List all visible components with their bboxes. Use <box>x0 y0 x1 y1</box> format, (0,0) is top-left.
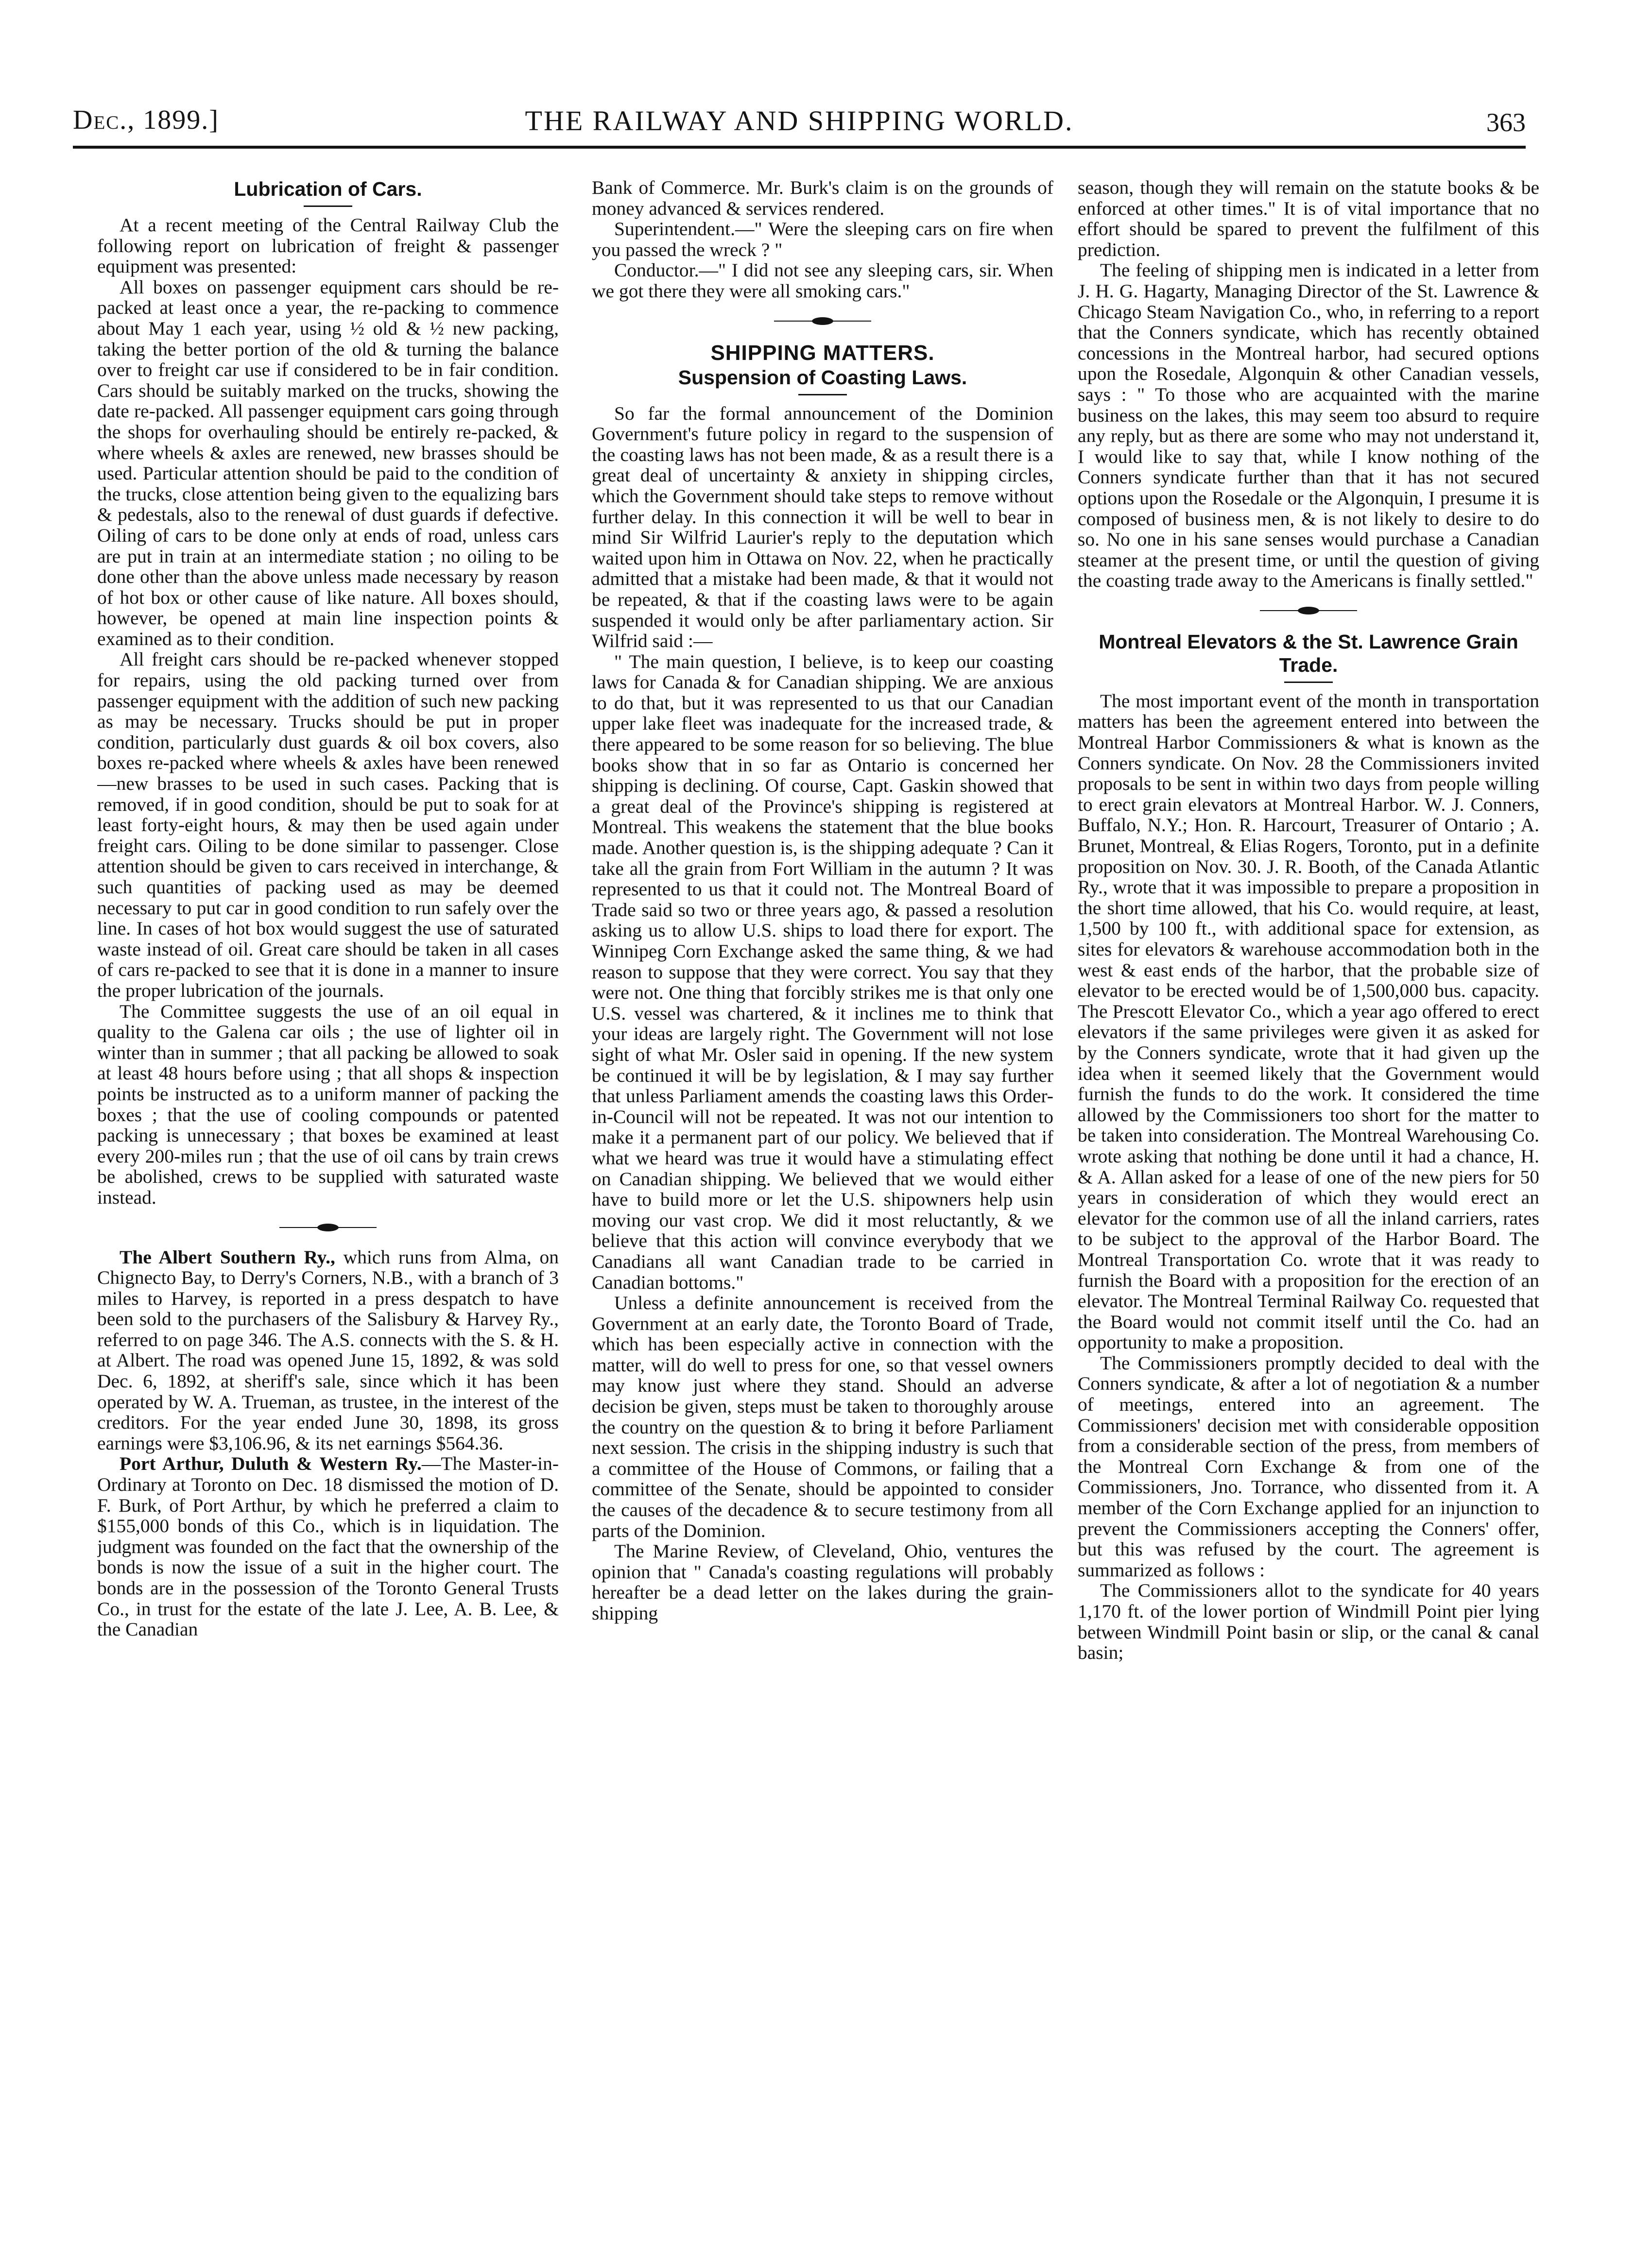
page-header <box>73 104 1526 143</box>
news-item-albert-southern <box>97 1247 559 1454</box>
heading-rule <box>304 205 352 207</box>
section-title-shipping: SHIPPING MATTERS. <box>710 341 935 365</box>
header-rule <box>73 146 1526 149</box>
journal-title: THE RAILWAY AND SHIPPING WORLD. <box>525 105 1074 136</box>
news-item-text: which runs from Alma, on Chignecto Bay, to Derry's Corners, N.B., with a branch of 3 miles to Harvey, is reported in a press despatch to have been sold to the purchasers of the Salisbury & Harvey Ry., referred to on page 346. The A.S. connects with the S. & H. at Albert. The road was opened June 15, 1892, & was sold Dec. 6, 1892, at sheriff's sale, since which it has been operated by W. A. Trueman, as trustee, in the interest of the creditors. For the year ended June 30, 1898, its gross earnings were $3,106.96, & its net earnings $564.36. <box>97 1246 559 1454</box>
paragraph-continued: Bank of Commerce. Mr. Burk's claim is on the grounds of money advanced & services rendered. <box>592 177 1053 219</box>
column-3 <box>1078 177 1539 2237</box>
paragraph: The Marine Review, of Cleveland, Ohio, ventures the opinion that " Canada's coasting regulations will probably hereafter be a dead letter on the lakes during the grain-shipping <box>592 1540 1053 1624</box>
page-number: 363 <box>1486 108 1526 137</box>
section-divider <box>1260 605 1357 616</box>
runin-heading: Port Arthur, Duluth & Western Ry. <box>120 1453 422 1475</box>
column-1 <box>97 177 559 2237</box>
article-heading-lubrication: Lubrication of Cars. <box>234 178 422 200</box>
paragraph-continued: season, though they will remain on the statute books & be enforced at other times." It is of vital importance that no effort should be spared to prevent the fulfilment of this prediction. <box>1078 177 1539 260</box>
paragraph: The Commissioners promptly decided to deal with the Conners syndicate, & after a lot of negotiation & a number of meetings, entered into an agreement. The Commissioners' decision met with considerable opposition from a considerable section of the press, from members of the Montreal Corn Exchange & from one of the Commissioners, Jno. Torrance, who dissented from it. A member of the Corn Exchange applied for an injunction to prevent the Commissioners accepting the Conners' offer, but this was refused by the court. The agreement is summarized as follows : <box>1078 1352 1539 1581</box>
paragraph: Superintendent.—" Were the sleeping cars on fire when you passed the wreck ? " <box>592 218 1053 260</box>
paragraph: Unless a definite announcement is received from the Government at an early date, the Toronto Board of Trade, which has been especially active in connection with the matter, will do well to press for one, so that vessel owners may know just where they stand. Should an adverse decision be given, steps must be taken to thoroughly arouse the country on the question & to bring it before Parliament next session. The crisis in the shipping industry is such that a committee of the House of Commons, or failing that a committee of the Senate, should be appointed to consider the causes of the decadence & to secure testimony from all parts of the Dominion. <box>592 1292 1053 1541</box>
section-divider <box>279 1222 377 1233</box>
news-item-text: —The Master-in-Ordinary at Toronto on Dec. 18 dismissed the motion of D. F. Burk, of Port Arthur, by which he preferred a claim to $155,000 bonds of this Co., which is in liquidation. The judgment was founded on the fact that the ownership of the bonds is now the issue of a suit in the higher court. The bonds are in the possession of the Toronto General Trusts Co., in trust for the estate of the late J. Lee, A. B. Lee, & the Canadian <box>97 1453 559 1640</box>
article-heading-montreal-elevators: Montreal Elevators & the St. Lawrence Grain Trade. <box>1099 630 1518 676</box>
heading-rule <box>798 394 847 395</box>
article-heading-coasting-laws: Suspension of Coasting Laws. <box>678 366 967 389</box>
paragraph: The Commissioners allot to the syndicate for 40 years 1,170 ft. of the lower portion of Windmill Point pier lying between Windmill Point basin or slip, or the canal & canal basin; <box>1078 1580 1539 1664</box>
runin-heading: The Albert Southern Ry., <box>120 1246 335 1268</box>
issue-date: Dec., 1899.] <box>73 105 219 135</box>
paragraph: The feeling of shipping men is indicated in a letter from J. H. G. Hagarty, Managing Director of the St. Lawrence & Chicago Steam Navigation Co., who, in referring to a report that the Conners syndicate, which has recently obtained concessions in the Montreal harbor, had secured options upon the Rosedale, Algonquin & other Canadian vessels, says : " To those who are acquainted with the marine business on the lakes, this may seem too absurd to require any reply, but as there are some who may not understand it, I would like to say that, while I know nothing of the Conners syndicate further than that it has not secured options upon the Rosedale or the Algonquin, I presume it is composed of business men, & is not likely to desire to do so. No one in his sane senses would purchase a Canadian steamer at the present time, or until the question of giving the coasting trade away to the Americans is finally settled." <box>1078 259 1539 592</box>
paragraph: Conductor.—" I did not see any sleeping cars, sir. When we got there they were all smoking cars." <box>592 259 1053 302</box>
heading-rule <box>1284 682 1333 683</box>
section-divider <box>774 315 871 327</box>
paragraph: The most important event of the month in transportation matters has been the agreement entered into between the Montreal Harbor Commissioners & what is known as the Conners syndicate. On Nov. 28 the Commissioners invited proposals to be sent in within two days from people willing to erect grain elevators at Montreal Harbor. W. J. Conners, Buffalo, N.Y.; Hon. R. Harcourt, Treasurer of Ontario ; A. Brunet, Montreal, & Elias Rogers, Toronto, put in a definite proposition on Nov. 30. J. R. Booth, of the Canada Atlantic Ry., wrote that it was impossible to prepare a proposition in the short time allowed, that his Co. would require, at least, 1,500 by 100 ft., with additional space for extension, as sites for elevators & warehouse accommodation both in the west & east ends of the harbor, that the probable size of elevator to be erected would be of 1,500,000 bus. capacity. The Prescott Elevator Co., which a year ago offered to erect elevators if the same privileges were given it as asked for by the Conners syndicate, wrote that it had given up the idea when it seemed likely that the Government would furnish the funds to do the work. It considered the time allowed by the Commissioners too short for the matter to be taken into consideration. The Montreal Warehousing Co. wrote asking that nothing be done until it had a chance, H. & A. Allan asked for a lease of one of the new piers for 50 years in consideration of which they would erect an elevator for the common use of all the inland carriers, rates to be subject to the approval of the Harbor Board. The Montreal Transportation Co. wrote that it was ready to furnish the Board with a proposition for the erection of an elevator. The Montreal Terminal Railway Co. requested that the Board would not commit itself until the Co. had an opportunity to make a proposition. <box>1078 690 1539 1353</box>
paragraph: All boxes on passenger equipment cars should be re-packed at least once a year, the re-packing to commence about May 1 each year, using ½ old & ½ new packing, taking the better portion of the old & turning the balance over to freight car use if considered to be in fair condition. Cars should be suitably marked on the trucks, showing the date re-packed. All passenger equipment cars going through the shops for overhauling should be entirely re-packed, & where wheels & axles are renewed, new brasses should be used. Particular attention should be paid to the condition of the trucks, close attention being given to the equalizing bars & pedestals, also to the renewal of dust guards if defective. Oiling of cars to be done only at ends of road, unless cars are put in train at an intermediate station ; no oiling to be done other than the above unless made necessary by reason of hot box or other cause of like nature. All boxes should, however, be opened at main line inspection points & examined as to their condition. <box>97 276 559 649</box>
news-item-port-arthur <box>97 1453 559 1639</box>
paragraph: At a recent meeting of the Central Railway Club the following report on lubrication of freight & passenger equipment was presented: <box>97 214 559 277</box>
paragraph: All freight cars should be re-packed whenever stopped for repairs, using the old packing turned over from passenger equipment with the addition of such new packing as may be necessary. Trucks should be put in proper condition, particularly dust guards & oil box covers, also boxes re-packed where wheels & axles have been renewed—new brasses to be used in such cases. Packing that is removed, if in good condition, should be put to soak for at least forty-eight hours, & may then be used again under freight cars. Oiling to be done similar to passenger. Close attention should be given to cars received in interchange, & such quantities of packing used as may be deemed necessary to put car in good condition to run safely over the line. In cases of hot box would suggest the use of saturated waste instead of oil. Great care should be taken in all cases of cars re-packed to see that it is done in a manner to insure the proper lubrication of the journals. <box>97 648 559 1001</box>
paragraph: " The main question, I believe, is to keep our coasting laws for Canada & for Canadian shipping. We are anxious to do that, but it was represented to us that our Canadian upper lake fleet was inadequate for the increased trade, & there appeared to be some reason for so believing. The blue books show that in so far as Ontario is concerned her shipping is declining. Of course, Capt. Gaskin showed that a great deal of the Province's shipping is registered at Montreal. This weakens the statement that the blue books made. Another question is, is the shipping adequate ? Can it take all the grain from Fort William in the autumn ? It was represented to us that it could not. The Montreal Board of Trade said so two or three years ago, & passed a resolution asking us to allow U.S. ships to load there for export. The Winnipeg Corn Exchange asked the same thing, & we had reason to suppose that they were correct. You say that they were not. One thing that forcibly strikes me is that only one U.S. vessel was chartered, & it inclines me to think that your ideas are largely right. The Government will not lose sight of what Mr. Osler said in opening. If the new system be continued it will be by legislation, & I may say further that unless Parliament amends the coasting laws this Order-in-Council will not be repeated. It was not our intention to make it a permanent part of our policy. We believed that if what we heard was true it would have a stimulating effect on Canadian shipping. We believed that we would either have to build more or let the U.S. shipowners help usin moving our vast crop. We did it most reluctantly, & we believe that this action will convince everybody that we Canadians all want Canadian trade to be carried in Canadian bottoms." <box>592 650 1053 1293</box>
paragraph: So far the formal announcement of the Dominion Government's future policy in regard to the suspension of the coasting laws has not been made, & as a result there is a great deal of uncertainty & anxiety in shipping circles, which the Government should take steps to remove without further delay. In this connection it will be well to bear in mind Sir Wilfrid Laurier's reply to the deputation which waited upon him in Ottawa on Nov. 22, when he practically admitted that a mistake had been made, & that it would not be repeated, & that if the coasting laws were to be again suspended it would only be after parliamentary action. Sir Wilfrid said :— <box>592 402 1053 652</box>
column-2 <box>592 177 1053 2237</box>
paragraph: The Committee suggests the use of an oil equal in quality to the Galena car oils ; the use of lighter oil in winter than in summer ; that all packing be allowed to soak at least 48 hours before using ; that all shops & inspection points be instructed as to a uniform manner of packing the boxes ; that the use of cooling compounds or patented packing is unnecessary ; that boxes be examined at least every 200-miles run ; that the use of oil cans by train crews be abolished, crews to be supplied with saturated waste instead. <box>97 1000 559 1208</box>
